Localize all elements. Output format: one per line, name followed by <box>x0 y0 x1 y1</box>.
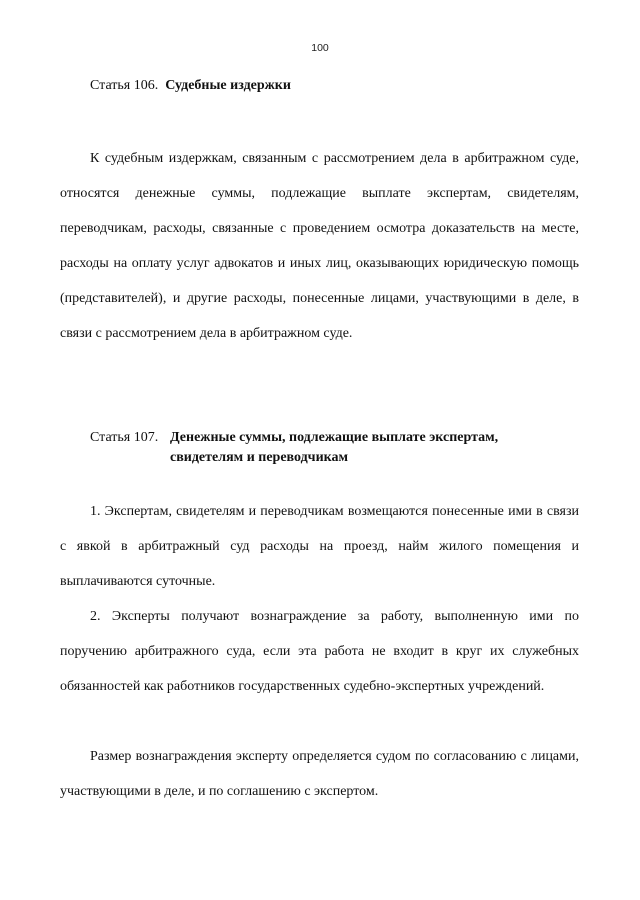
article-106-label: Статья 106. <box>90 78 159 93</box>
article-107-paragraph-3: Размер вознаграждения эксперту определяется судом по согласованию с лицами, участвующими в деле, и по соглашению с экспертом. <box>60 749 579 799</box>
article-107-heading <box>90 428 570 468</box>
article-106-title: Судебные издержки <box>165 78 291 93</box>
article-107-paragraph-2: 2. Эксперты получают вознаграждение за работу, выполненную ими по поручению арбитражного суда, если эта работа не входит в круг их служебных обязанностей как работников государственных судебно-экспертных учреждений. <box>60 609 579 694</box>
article-106-paragraph: К судебным издержкам, связанным с рассмотрением дела в арбитражном суде, относятся денежные суммы, подлежащие выплате экспертам, свидетелям, переводчикам, расходы, связанные с проведением осмотра доказательств на месте, расходы на оплату услуг адвокатов и иных лиц, оказывающих юридическую помощь (представителей), и другие расходы, понесенные лицами, участвующими в деле, в связи с рассмотрением дела в арбитражном суде. <box>60 151 579 341</box>
article-107-title: Денежные суммы, подлежащие выплате экспертам, свидетелям и переводчикам <box>170 430 499 465</box>
article-106-heading <box>90 76 291 96</box>
article-107-label: Статья 107. <box>90 430 159 445</box>
page-number: 100 <box>311 42 329 54</box>
article-107-paragraph-1: 1. Экспертам, свидетелям и переводчикам возмещаются понесенные ими в связи с явкой в арбитражный суд расходы на проезд, найм жилого помещения и выплачиваются суточные. <box>60 504 579 589</box>
